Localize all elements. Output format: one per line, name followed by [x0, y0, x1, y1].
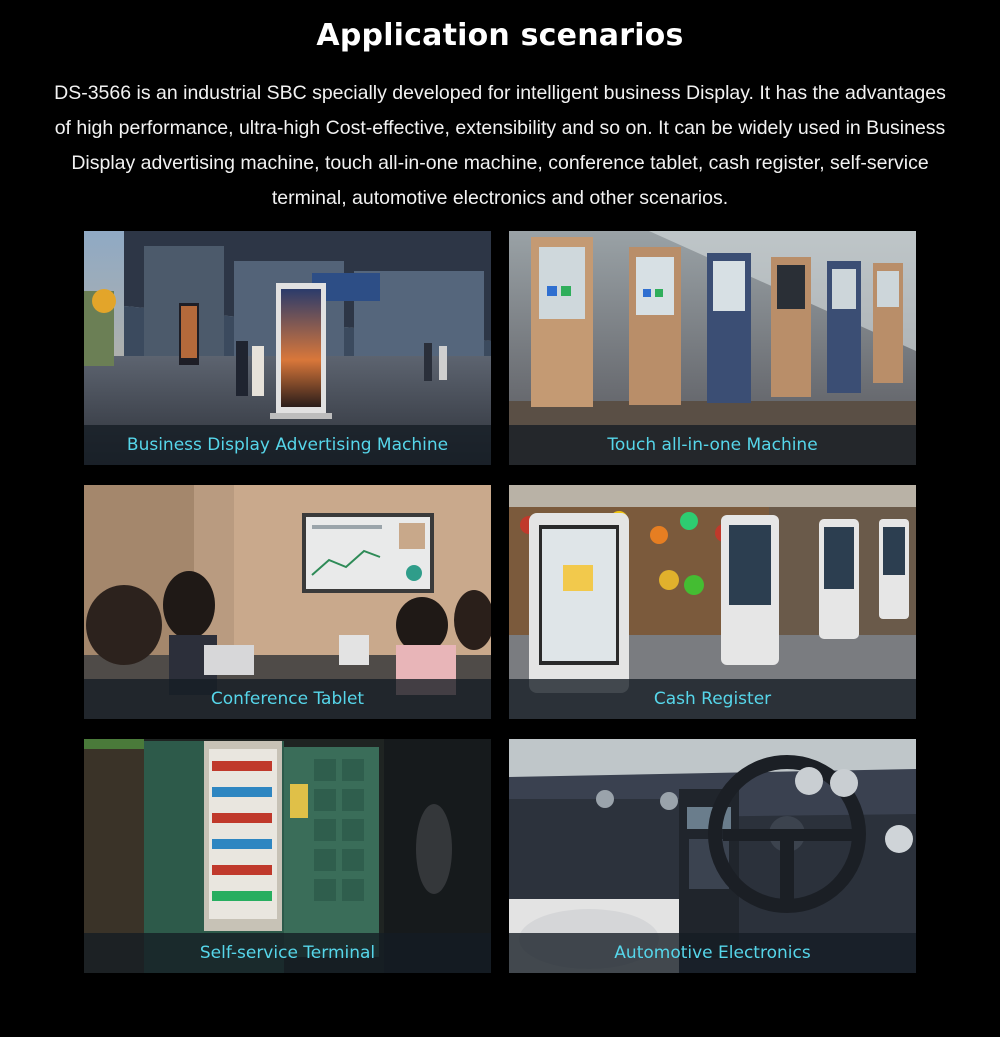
description — [30, 76, 970, 216]
description-line: of high performance, ultra-high Cost-effective, extensibility and so on. It can be widely used in Business — [54, 117, 946, 139]
caption-bar — [509, 933, 916, 973]
caption-bar — [509, 425, 916, 465]
description-line: terminal, automotive electronics and other scenarios. — [271, 187, 729, 209]
scenario-label: Business Display Advertising Machine — [126, 435, 449, 455]
scenario-label: Touch all-in-one Machine — [607, 435, 818, 455]
caption-bar — [84, 679, 491, 719]
description-line: DS-3566 is an industrial SBC specially developed for intelligent business Display. It has the advantages — [54, 82, 946, 104]
description-line: Display advertising machine, touch all-in-one machine, conference tablet, cash register, self-service — [71, 152, 929, 174]
scenario-card-conference-tablet — [84, 485, 491, 719]
scenario-card-touch-machine — [509, 231, 916, 465]
scenario-label: Conference Tablet — [210, 689, 365, 709]
scenario-card-advertising-machine — [84, 231, 491, 465]
scenario-label: Self-service Terminal — [199, 943, 376, 963]
scenario-label: Automotive Electronics — [614, 943, 811, 963]
scenario-card-automotive-electronics — [509, 739, 916, 973]
caption-bar — [84, 425, 491, 465]
scenario-card-cash-register — [509, 485, 916, 719]
scenario-card-self-service-terminal — [84, 739, 491, 973]
caption-bar — [84, 933, 491, 973]
scenario-grid — [84, 231, 916, 973]
caption-bar — [509, 679, 916, 719]
scenario-label: Cash Register — [653, 689, 772, 709]
page-title: Application scenarios — [316, 18, 684, 53]
